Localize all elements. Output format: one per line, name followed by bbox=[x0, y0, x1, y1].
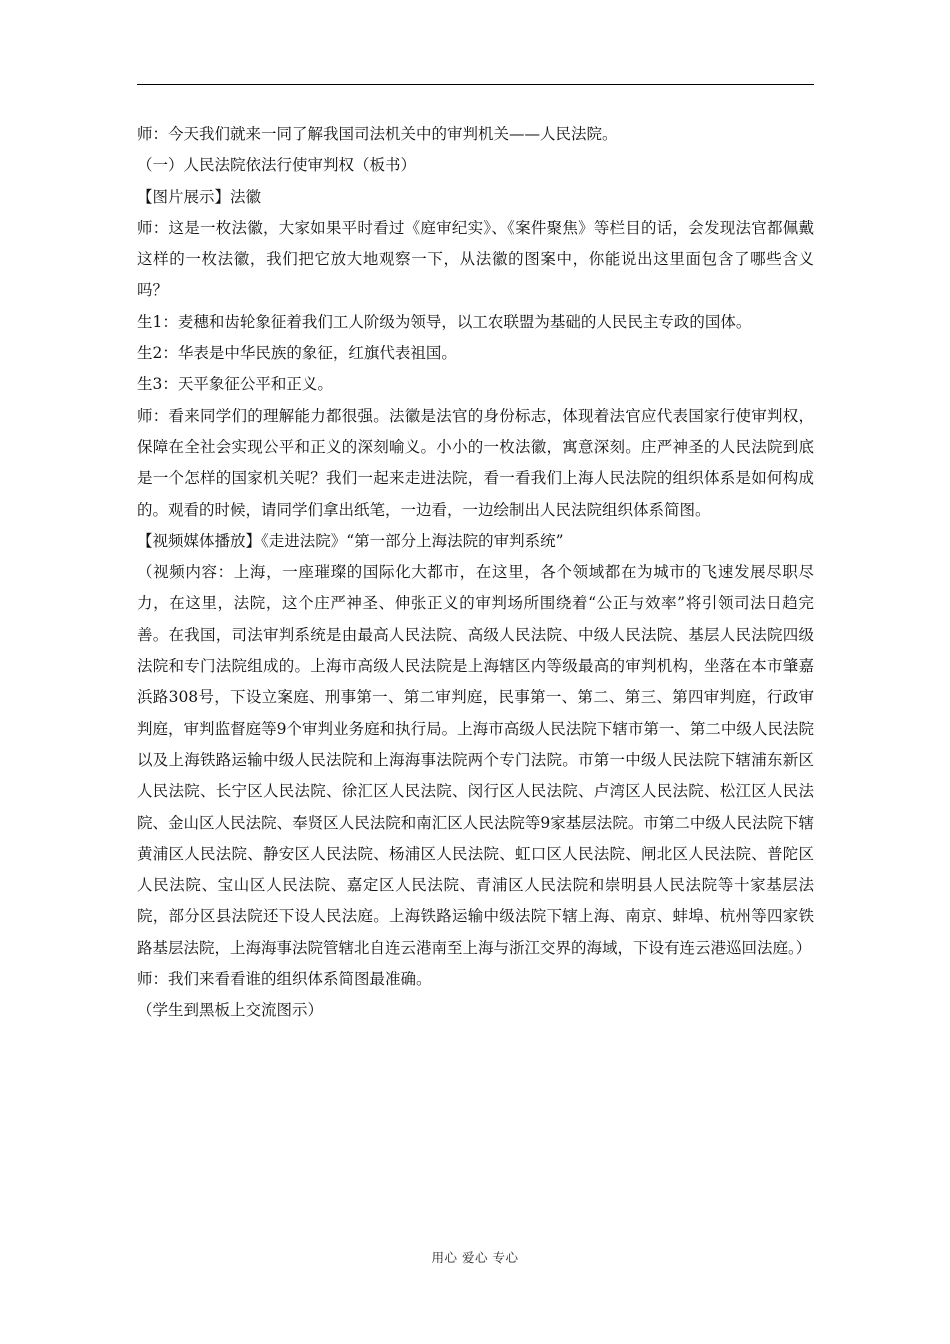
paragraph-teacher-check: 师：我们来看看谁的组织体系简图最准确。 bbox=[137, 970, 432, 989]
paragraph-teacher-question: 师：这是一枚法徽，大家如果平时看过《庭审纪实》、《案件聚焦》等栏目的话，会发现法官都佩戴这样的一枚法徽，我们把它放大地观察一下，从法徽的图案中，你能说出这里面包含了哪些含义吗？ bbox=[137, 218, 814, 300]
paragraph-intro: 师：今天我们就来一同了解我国司法机关中的审判机关——人民法院。 bbox=[137, 125, 618, 143]
document-body bbox=[137, 119, 814, 1027]
paragraph-video-title: 【视频媒体播放】《走进法院》“第一部分上海法院的审判系统” bbox=[137, 531, 564, 550]
paragraph-student-3: 生3：天平象征公平和正义。 bbox=[137, 375, 333, 394]
section-heading: （一）人民法院依法行使审判权（板书） bbox=[137, 156, 417, 175]
paragraph-student-2: 生2：华表是中华民族的象征，红旗代表祖国。 bbox=[137, 344, 457, 363]
paragraph-teacher-summary: 师：看来同学们的理解能力都很强。法徽是法官的身份标志，体现着法官应代表国家行使审判权，保障在全社会实现公平和正义的深刻喻义。小小的一枚法徽，寓意深刻。庄严神圣的人民法院到底是一个怎样的国家机关呢？我们一起来走进法院，看一看我们上海人民法院的组织体系是如何构成的。观看的时候，请同学们拿出纸笔，一边看，一边绘制出人民法院组织体系简图。 bbox=[137, 406, 814, 519]
paragraph-video-content: （视频内容：上海，一座璀璨的国际化大都市，在这里，各个领域都在为城市的飞速发展尽职尽力，在这里，法院，这个庄严神圣、伸张正义的审判场所围绕着“公正与效率”将引领司法日趋完善。在我国，司法审判系统是由最高人民法院、高级人民法院、中级人民法院、基层人民法院四级法院和专门法院组成的。上海市高级人民法院是上海辖区内等级最高的审判机构，坐落在本市肇嘉浜路308号，下设立案庭、刑事第一、第二审判庭，民事第一、第二、第三、第四审判庭，行政审判庭，审判监督庭等9个审判业务庭和执行局。上海市高级人民法院下辖市第一、第二中级人民法院以及上海铁路运输中级人民法院和上海海事法院两个专门法院。市第一中级人民法院下辖浦东新区人民法院、长宁区人民法院、徐汇区人民法院、闵行区人民法院、卢湾区人民法院、松江区人民法院、金山区人民法院、奉贤区人民法院和南汇区人民法院等9家基层法院。市第二中级人民法院下辖黄浦区人民法院、静安区人民法院、杨浦区人民法院、虹口区人民法院、闸北区人民法院、普陀区人民法院、宝山区人民法院、嘉定区人民法院、青浦区人民法院和崇明县人民法院等十家基层法院，部分区县法院还下设人民法庭。上海铁路运输中级法院下辖上海、南京、蚌埠、杭州等四家铁路基层法院，上海海事法院管辖北自连云港南至上海与浙江交界的海域，下设有连云港巡回法庭。） bbox=[137, 563, 814, 957]
paragraph-student-activity: （学生到黑板上交流图示） bbox=[137, 1001, 324, 1020]
page-footer: 用心 爱心 专心 bbox=[431, 1250, 519, 1265]
paragraph-image-display: 【图片展示】法徽 bbox=[137, 187, 262, 206]
header-rule bbox=[137, 84, 814, 85]
paragraph-student-1: 生1：麦穗和齿轮象征着我们工人阶级为领导，以工农联盟为基础的人民民主专政的国体。 bbox=[137, 312, 752, 331]
